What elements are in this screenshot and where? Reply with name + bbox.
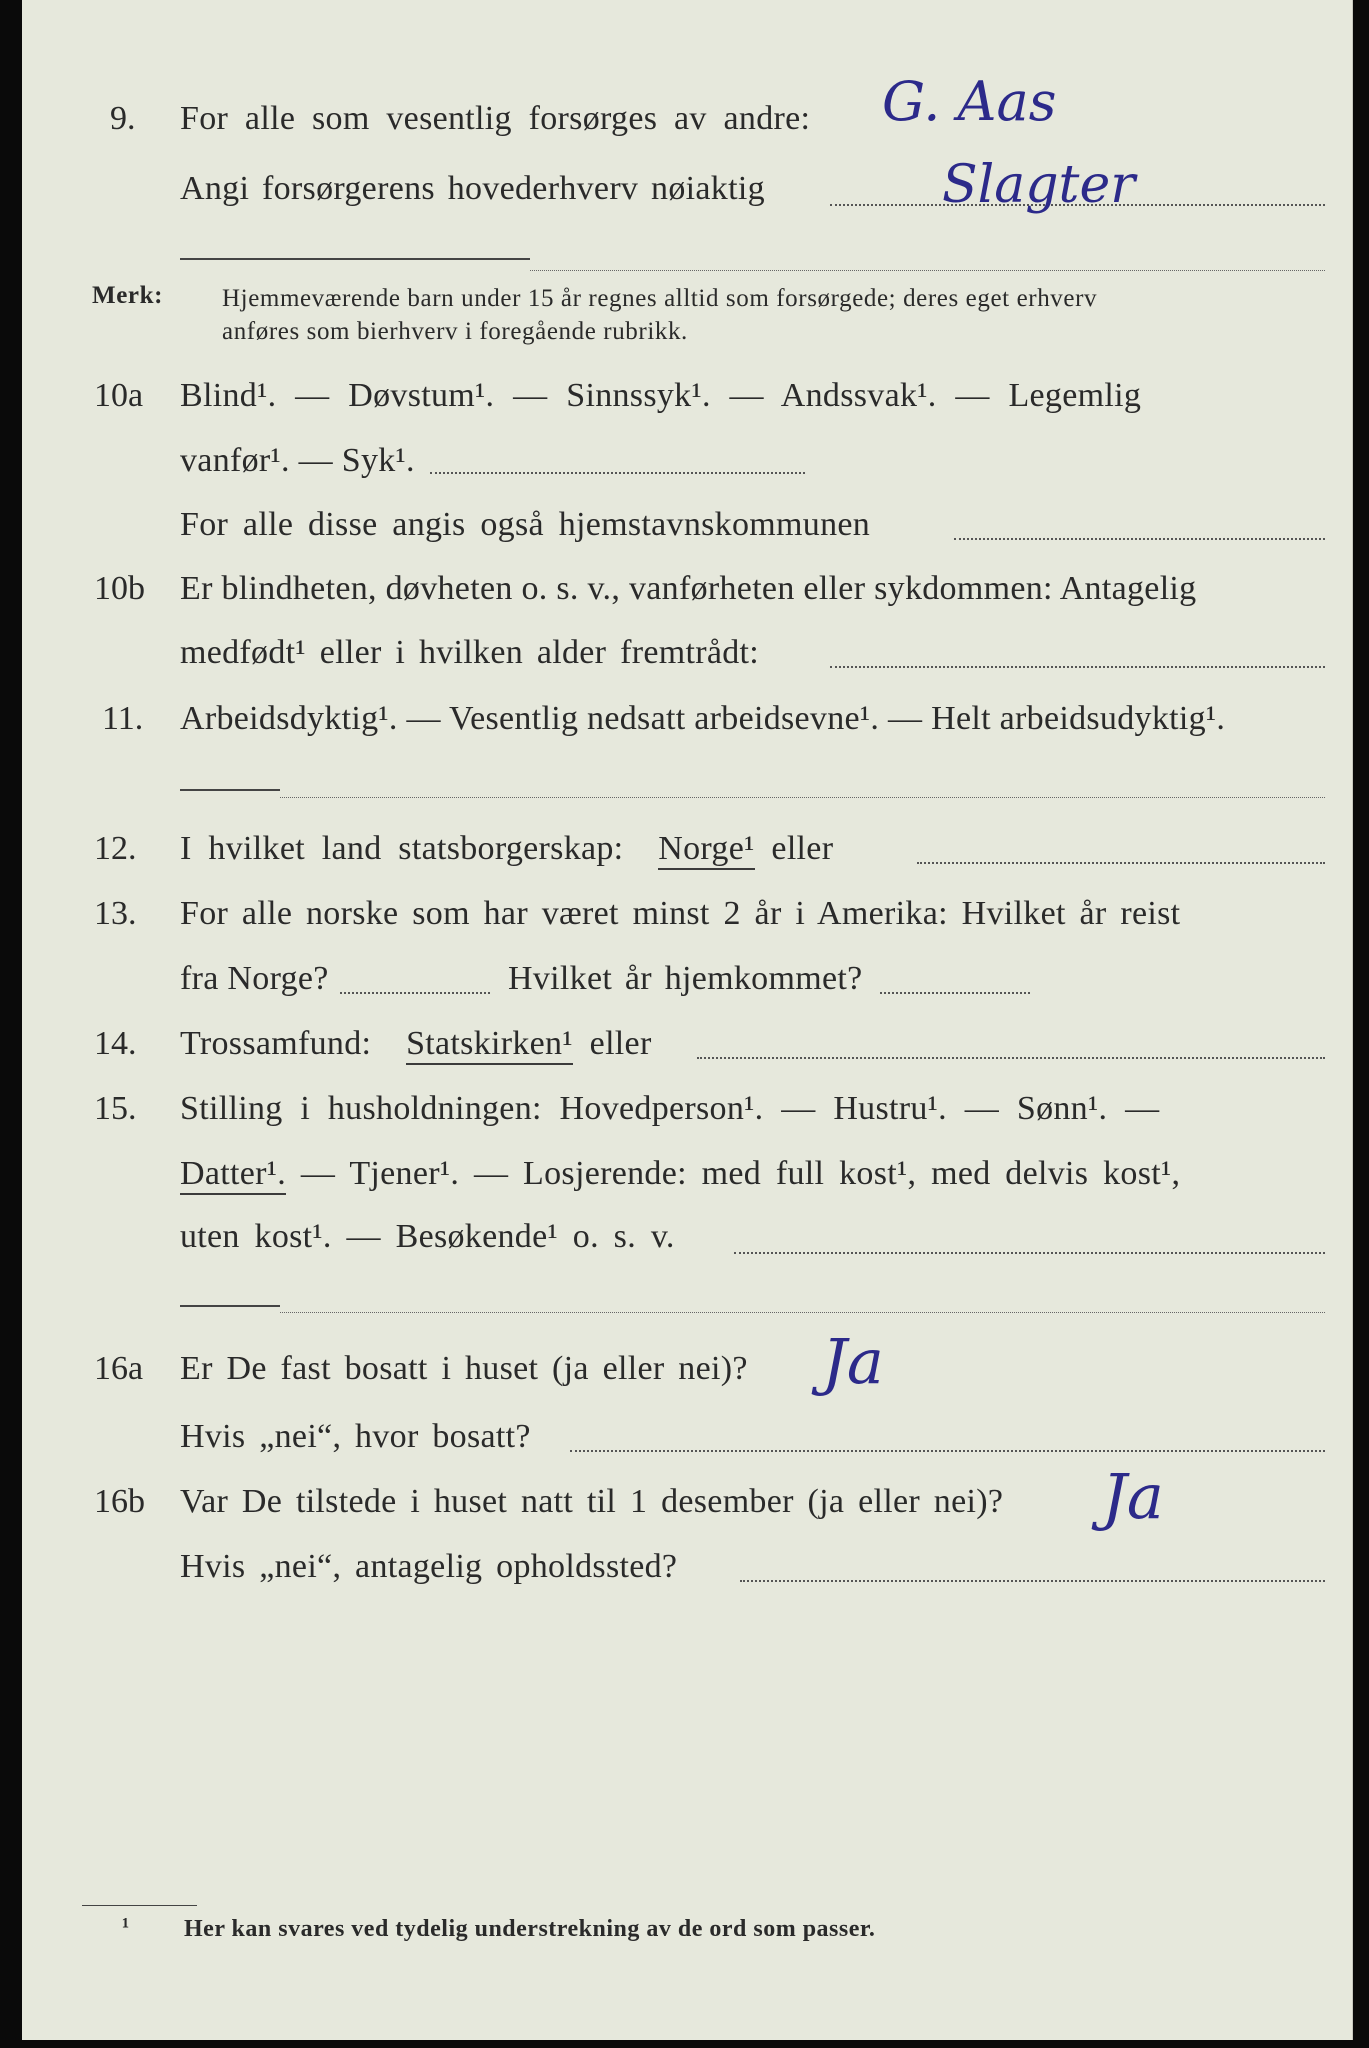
q12-number: 12.	[94, 830, 137, 867]
q16a-handwritten-answer: Ja	[822, 1325, 884, 1398]
q11-rule-solid	[180, 789, 280, 791]
q11-number: 11.	[102, 700, 144, 737]
footnote-text: Her kan svares ved tydelig understrekning av de ord som passer.	[184, 1916, 876, 1942]
q10a-sick-answer-line	[430, 472, 805, 474]
q16a-line-1: Er De fast bosatt i huset (ja eller nei)?	[180, 1350, 748, 1387]
q14-answer-line	[697, 1057, 1325, 1059]
footnote-mark: ¹	[122, 1914, 130, 1940]
census-form-page	[22, 0, 1353, 2040]
q16a-number: 16a	[94, 1350, 144, 1387]
q12-text: I hvilket land statsborgerskap:	[180, 830, 624, 867]
q13-line-2a: fra Norge?	[180, 960, 329, 997]
q13-line-2b: Hvilket år hjemkommet?	[508, 960, 863, 997]
merk-line-2: anføres som bierhverv i foregående rubrikk.	[222, 318, 688, 345]
q12-answer-line	[917, 862, 1325, 864]
q16a-residence-line	[570, 1450, 1325, 1452]
q9-handwritten-provider: G. Aas	[882, 70, 1057, 133]
q15-line-3: uten kost¹. — Besøkende¹ o. s. v.	[180, 1218, 675, 1255]
q12-or: eller	[771, 830, 834, 867]
q12-norway-underlined: Norge¹	[658, 830, 754, 870]
q13-return-year-line	[880, 992, 1030, 994]
q14-number: 14.	[94, 1025, 137, 1062]
q9-number: 9.	[110, 100, 136, 137]
q15-line-2	[180, 1155, 1180, 1193]
q10a-line-1: Blind¹. — Døvstum¹. — Sinnssyk¹. — Andssvak¹. — Legemlig	[180, 377, 1142, 414]
q14-or: eller	[589, 1025, 652, 1062]
merk-label: Merk:	[92, 282, 164, 309]
q10b-number: 10b	[94, 570, 145, 607]
q15-line-2-text: — Tjener¹. — Losjerende: med full kost¹, med delvis kost¹,	[300, 1155, 1181, 1192]
q15-number: 15.	[94, 1090, 137, 1127]
q10a-line-3: For alle disse angis også hjemstavnskommunen	[180, 506, 871, 543]
q10b-line-2: medfødt¹ eller i hvilken alder fremtrådt:	[180, 634, 760, 671]
q16b-line-1: Var De tilstede i huset natt til 1 desember (ja eller nei)?	[180, 1483, 1004, 1520]
q10a-home-municipality-line	[954, 538, 1325, 540]
q14-text: Trossamfund:	[180, 1025, 372, 1062]
q9-rule-dotted	[530, 270, 1325, 271]
q16b-number: 16b	[94, 1483, 145, 1520]
merk-line-1: Hjemmeværende barn under 15 år regnes alltid som forsørgede; deres eget erhverv	[222, 285, 1098, 312]
q13-line-1: For alle norske som har været minst 2 år i Amerika: Hvilket år reist	[180, 895, 1181, 932]
q9-line-2: Angi forsørgerens hovederhverv nøiaktig	[180, 170, 765, 207]
q13-number: 13.	[94, 895, 137, 932]
q10a-number: 10a	[94, 377, 144, 414]
q15-daughter-underlined: Datter¹.	[180, 1155, 286, 1195]
q9-rule-solid	[180, 258, 530, 260]
q9-line-1: For alle som vesentlig forsørges av andre:	[180, 100, 811, 137]
q16b-whereabouts-line	[740, 1580, 1325, 1582]
q10b-line-1: Er blindheten, døvheten o. s. v., vanførheten eller sykdommen: Antagelig	[180, 570, 1197, 607]
footnote-rule	[82, 1905, 197, 1906]
q15-answer-line	[734, 1252, 1325, 1254]
q14-line	[180, 1025, 652, 1063]
q16b-handwritten-answer: Ja	[1102, 1460, 1164, 1533]
q15-line-1: Stilling i husholdningen: Hovedperson¹. — Hustru¹. — Sønn¹. —	[180, 1090, 1160, 1127]
q16b-line-2: Hvis „nei“, antagelig opholdssted?	[180, 1548, 678, 1585]
q15-rule-dotted	[280, 1312, 1325, 1313]
q16a-line-2: Hvis „nei“, hvor bosatt?	[180, 1418, 531, 1455]
q10a-line-2: vanfør¹. — Syk¹.	[180, 442, 415, 479]
q12-line	[180, 830, 833, 868]
q9-handwritten-occupation: Slagter	[942, 155, 1136, 215]
q15-rule-solid	[180, 1305, 280, 1307]
q11-rule-dotted	[280, 797, 1325, 798]
q10b-answer-line	[830, 666, 1325, 668]
q13-departure-year-line	[340, 992, 490, 994]
q14-state-church-underlined: Statskirken¹	[406, 1025, 573, 1065]
q11-line-1: Arbeidsdyktig¹. — Vesentlig nedsatt arbeidsevne¹. — Helt arbeidsudyktig¹.	[180, 700, 1226, 737]
